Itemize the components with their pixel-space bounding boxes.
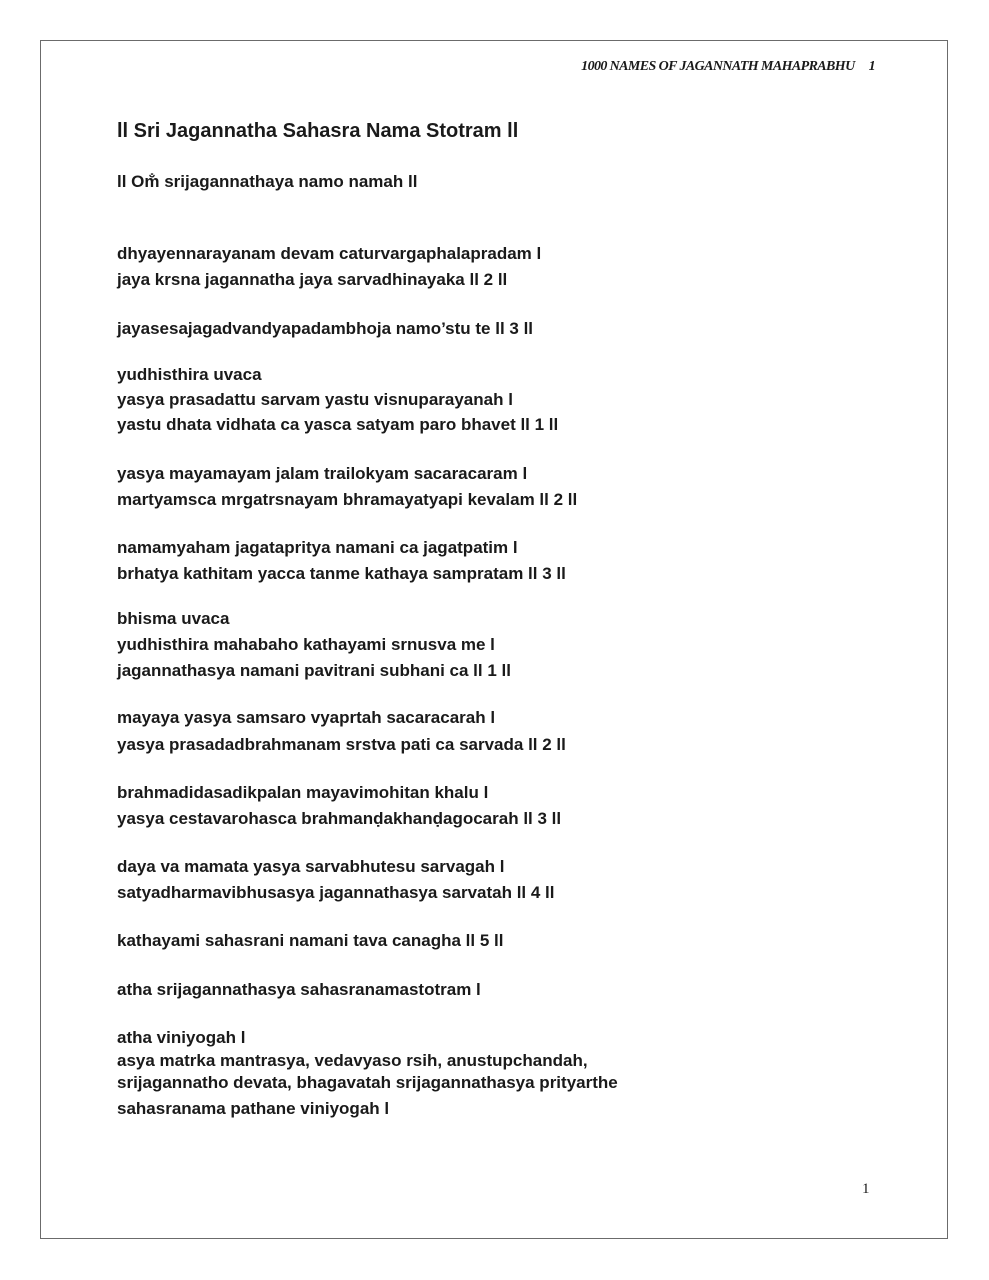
- verse-line: yasya cestavarohasca brahmanḍakhanḍagocarah ll 3 ll: [117, 809, 562, 828]
- speaker-label: yudhisthira uvaca: [117, 365, 262, 384]
- verse-line: martyamsca mrgatrsnayam bhramayatyapi kevalam ll 2 ll: [117, 490, 578, 509]
- verse-line: yasya prasadadbrahmanam srstva pati ca sarvada ll 2 ll: [117, 735, 566, 754]
- verse-line: namamyaham jagatapritya namani ca jagatpatim l: [117, 538, 518, 557]
- verse-line: kathayami sahasrani namani tava canagha ll 5 ll: [117, 931, 504, 950]
- verse-line: asya matrka mantrasya, vedavyaso rsih, anustupchandah,: [117, 1051, 588, 1070]
- verse-line: satyadharmavibhusasya jagannathasya sarvatah ll 4 ll: [117, 883, 555, 902]
- running-title: 1000 NAMES OF JAGANNATH MAHAPRABHU: [581, 59, 855, 74]
- header-page-number: 1: [868, 59, 875, 74]
- page-number: 1: [862, 1181, 870, 1197]
- section-heading: atha viniyogah l: [117, 1028, 246, 1047]
- section-heading: atha srijagannathasya sahasranamastotram l: [117, 980, 481, 999]
- verse-line: yasya prasadattu sarvam yastu visnuparayanah l: [117, 390, 513, 409]
- verse-line: srijagannatho devata, bhagavatah srijagannathasya prityarthe: [117, 1073, 618, 1092]
- verse-line: yudhisthira mahabaho kathayami srnusva me l: [117, 635, 495, 654]
- invocation-line: ll Om̐ srijagannathaya namo namah ll: [117, 172, 418, 191]
- verse-line: yastu dhata vidhata ca yasca satyam paro bhavet ll 1 ll: [117, 415, 559, 434]
- verse-line: jaya krsna jagannatha jaya sarvadhinayaka ll 2 ll: [117, 270, 508, 289]
- verse-line: yasya mayamayam jalam trailokyam sacaracaram l: [117, 464, 528, 483]
- verse-line: jagannathasya namani pavitrani subhani ca ll 1 ll: [117, 661, 511, 680]
- document-title: ll Sri Jagannatha Sahasra Nama Stotram ll: [117, 120, 519, 142]
- verse-line: daya va mamata yasya sarvabhutesu sarvagah l: [117, 857, 505, 876]
- running-header: [581, 59, 875, 75]
- verse-line: dhyayennarayanam devam caturvargaphalapradam l: [117, 244, 542, 263]
- verse-line: brahmadidasadikpalan mayavimohitan khalu l: [117, 783, 489, 802]
- verse-line: jayasesajagadvandyapadambhoja namo’stu te ll 3 ll: [117, 319, 534, 338]
- verse-line: sahasranama pathane viniyogah l: [117, 1099, 390, 1118]
- verse-line: mayaya yasya samsaro vyaprtah sacaracarah l: [117, 708, 496, 727]
- verse-line: brhatya kathitam yacca tanme kathaya sampratam ll 3 ll: [117, 564, 566, 583]
- speaker-label: bhisma uvaca: [117, 609, 230, 628]
